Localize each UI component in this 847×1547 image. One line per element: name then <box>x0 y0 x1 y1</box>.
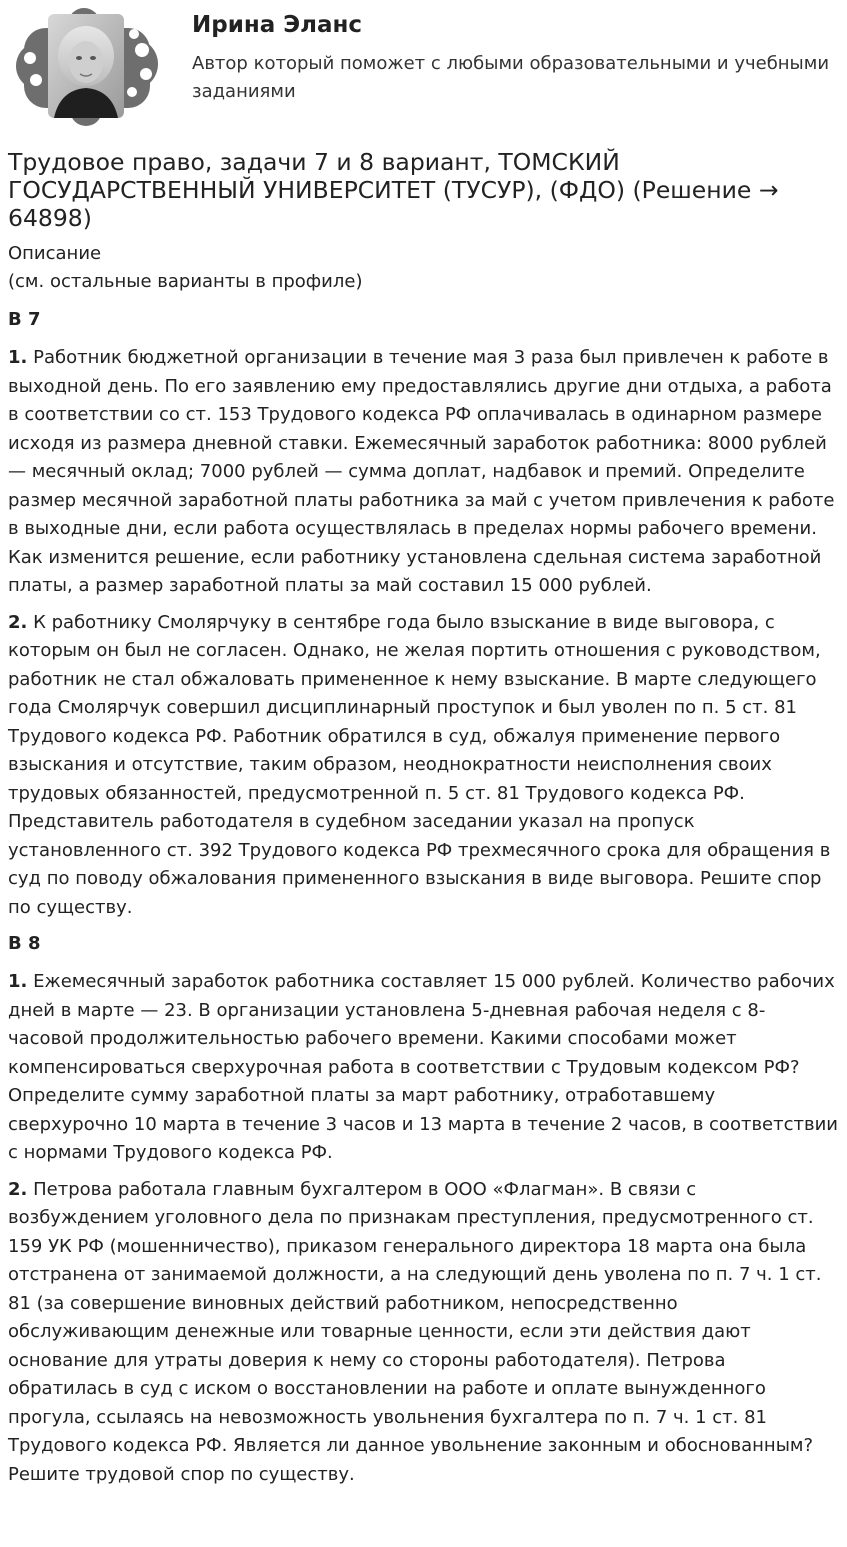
author-avatar[interactable] <box>14 6 160 128</box>
task-text: Ежемесячный заработок работника составляет 15 000 рублей. Количество рабочих дней в марте — 23. В организации установлена 5-дневная рабочая неделя с 8-часовой продолжительностью рабочего времени. Какими способами может компенсироваться сверхурочная работа в соответствии с Трудовым кодексом РФ? Определите сумму заработной платы за март работнику, отработавшему сверхурочно 10 марта в течение 3 часов и 13 марта в течение 2 часов, в соответствии с нормами Трудового кодекса РФ. <box>8 971 838 1163</box>
task-text: Работник бюджетной организации в течение мая 3 раза был привлечен к работе в выходной день. По его заявлению ему предоставлялись другие дни отдыха, а работа в соответствии со ст. 153 Трудового кодекса РФ оплачивалась в одинарном размере исходя из размера дневной ставки. Ежемесячный заработок работника: 8000 рублей — месячный оклад; 7000 рублей — сумма доплат, надбавок и премий. Определите размер месячной заработной платы работника за май с учетом привлечения к работе в выходные дни, если работа осуществлялась в пределах нормы рабочего времени. Как изменится решение, если работнику установлена сдельная система заработной платы, а размер заработной платы за май составил 15 000 рублей. <box>8 347 835 596</box>
author-bio: Автор который поможет с любыми образовательными и учебными заданиями <box>192 53 830 102</box>
task-number: 1. <box>8 347 28 368</box>
task-item <box>8 968 839 1168</box>
author-name[interactable]: Ирина Эланс <box>192 12 363 38</box>
variant-label: В 7 <box>8 309 41 330</box>
author-card <box>8 0 839 140</box>
task-item <box>8 1176 839 1490</box>
page-title: Трудовое право, задачи 7 и 8 вариант, ТОМСКИЙ ГОСУДАРСТВЕННЫЙ УНИВЕРСИТЕТ (ТУСУР), (ФДО) (Решение → 64898) <box>8 148 779 232</box>
variant-8 <box>8 930 839 1489</box>
description-label: Описание <box>8 243 102 264</box>
task-number: 1. <box>8 971 28 992</box>
task-number: 2. <box>8 1178 28 1200</box>
description-note: (см. остальные варианты в профиле) <box>8 271 363 292</box>
task-text: Петрова работала главным бухгалтером в ООО «Флагман». В связи с возбуждением уголовного дела по признакам преступления, предусмотренного ст. 159 УК РФ (мошенничество), приказом генерального директора 18 марта она была отстранена от занимаемой должности, а на следующий день уволена по п. 7 ч. 1 ст. 81 (за совершение виновных действий работником, непосредственно обслуживающим денежные или товарные ценности, если эти действия дают основание для утраты доверия к нему со стороны работодателя). Петрова обратилась в суд с иском о восстановлении на работе и оплате вынужденного прогула, ссылаясь на невозможность увольнения бухгалтера по п. 7 ч. 1 ст. 81 Трудового кодекса РФ. Является ли данное увольнение законным и обоснованным? Решите трудовой спор по существу. <box>8 1178 822 1485</box>
variant-7 <box>8 306 839 922</box>
task-item <box>8 344 839 601</box>
task-text: К работнику Смолярчуку в сентябре года было взыскание в виде выговора, с которым он был не согласен. Однако, не желая портить отношения с руководством, работник не стал обжаловать примененное к нему взыскание. В марте следующего года Смолярчук совершил дисциплинарный проступок и был уволен по п. 5 ст. 81 Трудового кодекса РФ. Работник обратился в суд, обжалуя применение первого взыскания и отсутствие, таким образом, неоднократности неисполнения своих трудовых обязанностей, предусмотренной п. 5 ст. 81 Трудового кодекса РФ. Представитель работодателя в судебном заседании указал на пропуск установленного ст. 392 Трудового кодекса РФ трехмесячного срока для обращения в суд по поводу обжалования примененного взыскания в виде выговора. Решите спор по существу. <box>8 611 831 918</box>
task-item <box>8 609 839 923</box>
variant-label: В 8 <box>8 933 41 954</box>
task-number: 2. <box>8 611 28 633</box>
